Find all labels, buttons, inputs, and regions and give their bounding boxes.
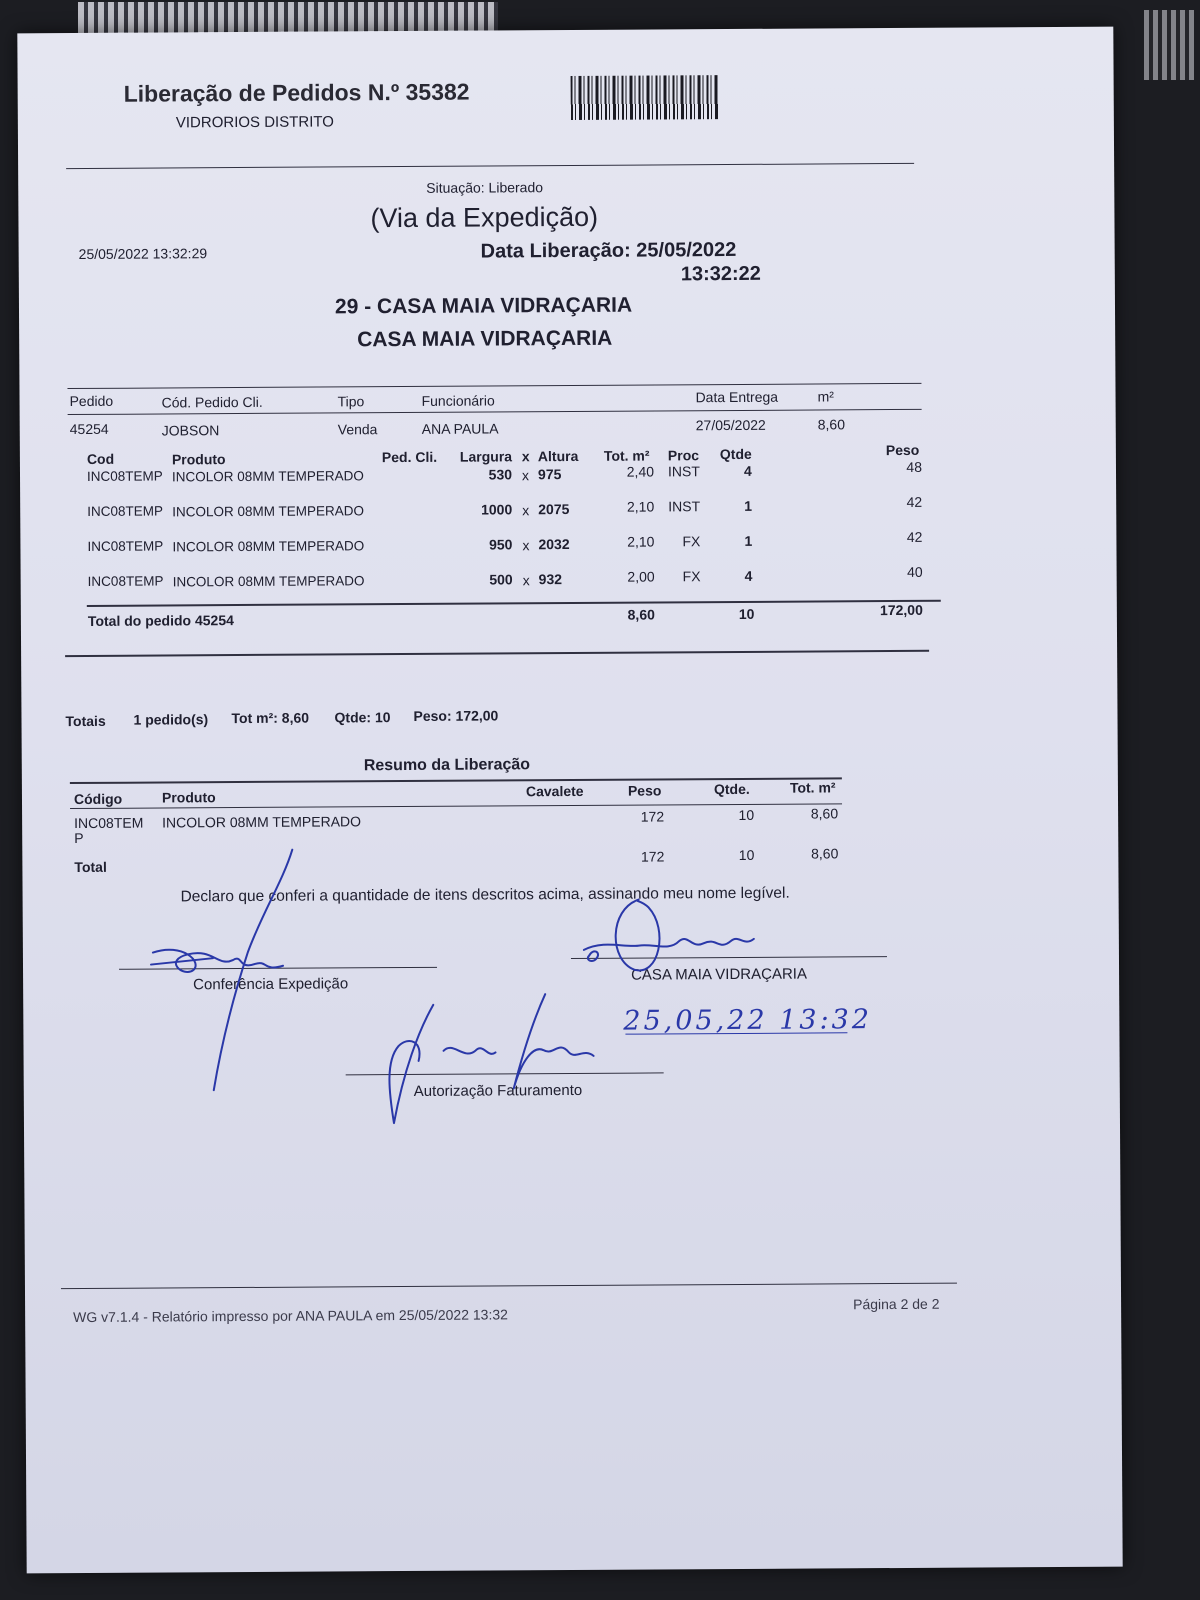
status-text: Situação: Liberado	[426, 179, 544, 196]
items-col-cod: Cod	[86, 450, 115, 467]
totals-qtde: Qtde: 10	[334, 709, 391, 726]
item-proc: INST	[668, 498, 701, 515]
items-col-proc: Proc	[667, 447, 700, 464]
declaration-text: Declaro que conferi a quantidade de itens descritos acima, assinando meu nome legível.	[180, 884, 790, 906]
val-cod-pedido-cli: JOBSON	[161, 422, 220, 439]
item-tot-m2: 2,00	[627, 568, 655, 585]
resumo-codigo: INC08TEMP	[74, 814, 144, 847]
val-tipo: Venda	[337, 421, 378, 438]
item-cod: INC08TEMP	[87, 503, 164, 519]
item-proc: FX	[682, 568, 701, 585]
resumo-produto: INCOLOR 08MM TEMPERADO	[162, 813, 362, 831]
item-proc: INST	[667, 463, 700, 480]
item-peso: 48	[906, 458, 923, 475]
item-altura: 932	[538, 571, 563, 588]
barcode-icon	[571, 75, 719, 120]
footer-printed-by: WG v7.1.4 - Relatório impresso por ANA PAULA em 25/05/2022 13:32	[73, 1306, 508, 1326]
autorizacao-label: Autorização Faturamento	[413, 1081, 583, 1100]
resumo-total-qtde: 10	[738, 846, 755, 863]
item-qtde: 4	[744, 567, 753, 584]
via-label: (Via da Expedição)	[370, 201, 599, 234]
order-total-m2: 8,60	[627, 606, 655, 623]
divider	[67, 383, 921, 389]
item-peso: 42	[906, 528, 923, 545]
items-col-qtde: Qtde	[719, 445, 752, 463]
item-largura: 530	[488, 466, 513, 483]
document-title: Liberação de Pedidos N.º 35382	[123, 78, 470, 107]
items-col-peso: Peso	[885, 441, 920, 459]
item-cod: INC08TEMP	[87, 573, 164, 589]
resumo-qtde: 10	[738, 806, 755, 823]
resumo-col-tot-m2: Tot. m²	[789, 779, 836, 796]
client-name-line2: CASA MAIA VIDRAÇARIA	[357, 326, 613, 352]
item-produto: INCOLOR 08MM TEMPERADO	[172, 573, 365, 590]
footer-page: Página 2 de 2	[853, 1295, 940, 1313]
signature-conferencia	[142, 842, 324, 1103]
item-tot-m2: 2,40	[626, 463, 655, 480]
val-m2: 8,60	[817, 416, 846, 433]
item-tot-m2: 2,10	[626, 498, 655, 515]
item-cod: INC08TEMP	[87, 538, 164, 554]
item-x: x	[522, 572, 530, 589]
document-page	[17, 27, 1122, 1574]
item-qtde: 1	[744, 532, 753, 549]
col-cod-pedido-cli: Cód. Pedido Cli.	[161, 393, 263, 411]
divider	[87, 600, 941, 607]
order-total-label: Total do pedido 45254	[87, 612, 234, 629]
resumo-col-produto: Produto	[161, 789, 216, 806]
item-x: x	[521, 467, 530, 484]
val-pedido: 45254	[69, 420, 109, 438]
col-m2: m²	[817, 388, 834, 405]
item-produto: INCOLOR 08MM TEMPERADO	[171, 468, 364, 485]
totals-label: Totais	[65, 712, 106, 730]
item-largura: 500	[489, 571, 513, 588]
items-col-largura: Largura	[459, 448, 513, 465]
item-x: x	[522, 537, 530, 554]
resumo-title: Resumo da Liberação	[363, 756, 531, 775]
resumo-col-codigo: Código	[73, 790, 123, 808]
resumo-peso: 172	[640, 808, 665, 825]
client-name-line1: 29 - CASA MAIA VIDRAÇARIA	[334, 293, 633, 319]
totals-peso: Peso: 172,00	[413, 707, 499, 724]
item-qtde: 1	[744, 497, 753, 514]
order-total-qtde: 10	[738, 605, 755, 622]
item-peso: 42	[906, 493, 923, 510]
conferencia-label: Conferência Expedição	[193, 975, 349, 994]
item-largura: 950	[489, 536, 513, 553]
item-altura: 2032	[538, 535, 570, 553]
item-tot-m2: 2,10	[627, 533, 655, 550]
col-data-entrega: Data Entrega	[695, 388, 779, 406]
company-name: VIDRORIOS DISTRITO	[175, 113, 334, 132]
item-largura: 1000	[481, 501, 513, 518]
col-pedido: Pedido	[69, 392, 114, 410]
print-datetime: 25/05/2022 13:32:29	[78, 245, 208, 262]
resumo-col-peso: Peso	[627, 782, 662, 799]
items-col-x: x	[521, 448, 530, 465]
item-produto: INCOLOR 08MM TEMPERADO	[172, 538, 365, 555]
val-data-entrega: 27/05/2022	[695, 416, 766, 434]
resumo-total-peso: 172	[640, 848, 665, 865]
resumo-col-qtde: Qtde.	[713, 780, 750, 798]
resumo-tot-m2: 8,60	[810, 805, 839, 822]
resumo-total-tot-m2: 8,60	[811, 845, 839, 862]
item-produto: INCOLOR 08MM TEMPERADO	[172, 503, 365, 520]
item-altura: 2075	[538, 500, 570, 518]
items-col-altura: Altura	[537, 447, 579, 465]
signature-cliente	[579, 889, 780, 980]
divider	[65, 650, 929, 657]
item-qtde: 4	[743, 462, 752, 479]
item-altura: 975	[537, 466, 562, 483]
items-col-produto: Produto	[171, 451, 226, 468]
val-funcionario: ANA PAULA	[421, 420, 499, 437]
divider	[66, 163, 914, 169]
resumo-col-cavalete: Cavalete	[525, 782, 584, 800]
col-funcionario: Funcionário	[421, 392, 495, 409]
divider	[61, 1283, 957, 1289]
totals-tot-m2: Tot m²: 8,60	[231, 709, 310, 727]
item-proc: FX	[682, 533, 701, 550]
item-cod: INC08TEMP	[86, 468, 163, 484]
paper-edge-strip-right	[1144, 10, 1194, 80]
release-time: 13:32:22	[680, 262, 761, 286]
items-col-ped-cli: Ped. Cli.	[381, 448, 438, 466]
col-tipo: Tipo	[337, 393, 365, 410]
release-date: Data Liberação: 25/05/2022	[480, 238, 737, 263]
cliente-label: CASA MAIA VIDRAÇARIA	[631, 965, 808, 984]
totals-pedidos: 1 pedido(s)	[133, 711, 209, 728]
signature-autorizacao	[363, 990, 604, 1131]
order-total-peso: 172,00	[879, 601, 923, 619]
item-peso: 40	[906, 563, 923, 580]
handwritten-datetime: 25,05,22 13:32	[623, 1004, 873, 1037]
item-x: x	[522, 502, 530, 519]
items-col-tot-m2: Tot. m²	[603, 447, 650, 464]
resumo-total-label: Total	[74, 858, 107, 876]
